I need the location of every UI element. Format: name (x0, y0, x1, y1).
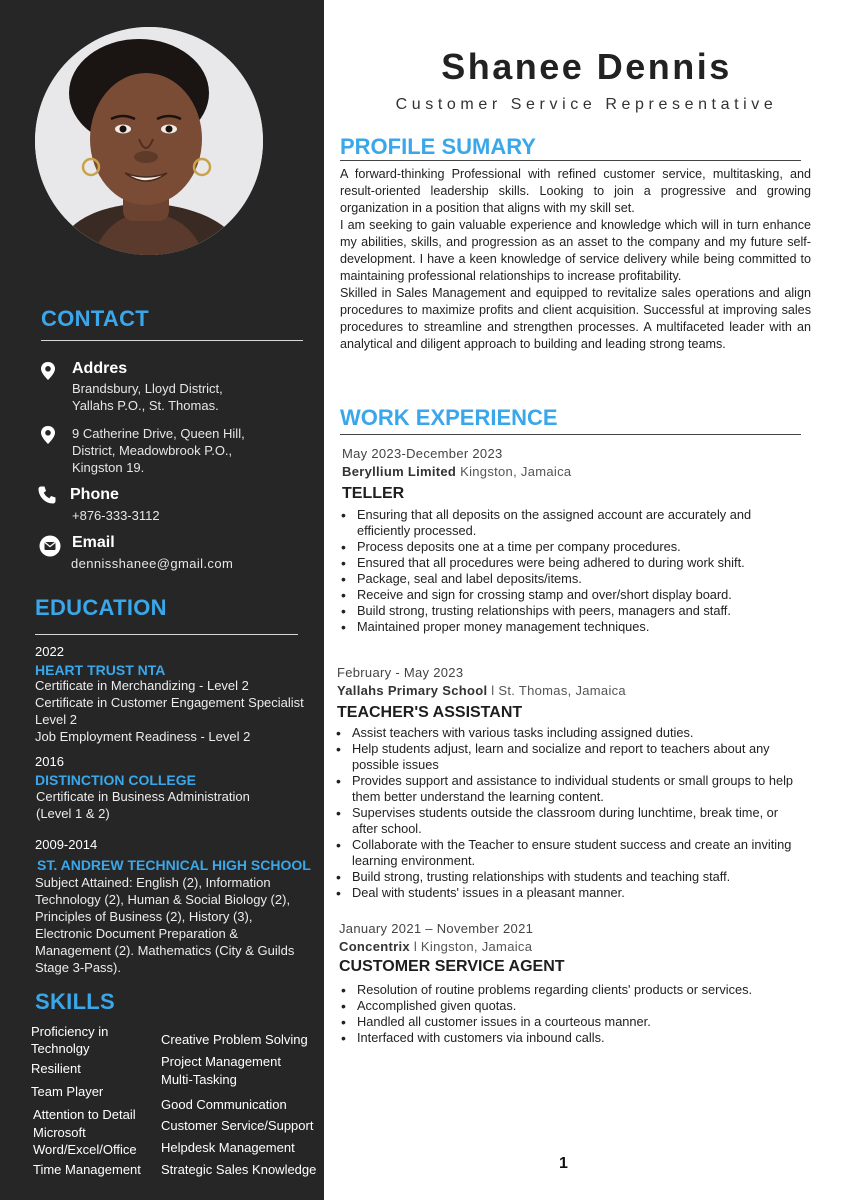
education-divider (35, 634, 298, 635)
duty-item: • Package, seal and label deposits/items. (339, 571, 789, 587)
education-year: 2016 (35, 754, 64, 769)
duty-item: • Interfaced with customers via inbound calls. (339, 1030, 799, 1046)
skill-item: Helpdesk Management (161, 1140, 295, 1155)
duty-item: • Assist teachers with various tasks including assigned duties. (334, 725, 794, 741)
location-pin-icon (38, 361, 58, 381)
education-detail: Technology (2), Human & Social Biology (2), (35, 892, 291, 907)
skill-item: Creative Problem Solving (161, 1032, 308, 1047)
education-detail: Principles of Business (2), History (3), (35, 909, 253, 924)
company-name: Beryllium Limited (342, 464, 457, 479)
education-heading: EDUCATION (35, 595, 167, 620)
email-address: dennisshanee@gmail.com (71, 556, 234, 571)
duty-item: • Build strong, trusting relationships with peers, managers and staff. (339, 603, 789, 619)
duty-item: • Handled all customer issues in a courteous manner. (339, 1014, 799, 1030)
phone-label: Phone (70, 486, 119, 503)
profile-divider (340, 160, 801, 161)
skill-item: Good Communication (161, 1097, 287, 1112)
phone-number: +876-333-3112 (72, 508, 160, 523)
summary-paragraph: I am seeking to gain valuable experience and knowledge which will in turn enhance my abilities, skills, and progression as an asset to the company and my future self-development. I have a keen knowledge of service delivery while being committed to maintaining professional relationships to increase profitability. (340, 218, 811, 283)
education-detail: (Level 1 & 2) (36, 806, 110, 821)
duty-item: • Accomplished given quotas. (339, 998, 799, 1014)
address-1-line-2: Yallahs P.O., St. Thomas. (72, 398, 219, 413)
job-company (337, 683, 626, 698)
job-role: TEACHER'S ASSISTANT (337, 704, 523, 721)
education-school: ST. ANDREW TECHNICAL HIGH SCHOOL (37, 857, 311, 873)
skill-item: Word/Excel/Office (33, 1142, 137, 1157)
page-number: 1 (559, 1155, 568, 1172)
profile-heading: PROFILE SUMARY (340, 134, 536, 159)
address-2-line-2: District, Meadowbrook P.O., (72, 443, 233, 458)
company-location: Kingston, Jamaica (456, 464, 572, 479)
job-role: CUSTOMER SERVICE AGENT (339, 958, 565, 975)
duty-item: • Ensuring that all deposits on the assigned account are accurately and efficiently processed. (339, 507, 789, 539)
job-company (339, 939, 532, 954)
duty-item: • Process deposits one at a time per company procedures. (339, 539, 789, 555)
skill-item: Proficiency in (31, 1024, 109, 1039)
skill-item: Strategic Sales Knowledge (161, 1162, 317, 1177)
skill-item: Attention to Detail (33, 1107, 136, 1122)
education-year: 2009-2014 (35, 837, 98, 852)
company-location: l Kingston, Jamaica (409, 939, 533, 954)
address-2-line-3: Kingston 19. (72, 460, 145, 475)
education-detail: Management (2). Mathematics (City & Guilds (35, 943, 295, 958)
skill-item: Microsoft (33, 1125, 86, 1140)
duty-item: • Provides support and assistance to individual students or small groups to help them better understand the learning content. (334, 773, 794, 805)
skill-item: Resilient (31, 1061, 81, 1076)
email-icon (39, 535, 61, 557)
email-label: Email (72, 534, 115, 551)
job-dates: February - May 2023 (337, 665, 464, 680)
skill-item: Time Management (33, 1162, 141, 1177)
profile-photo (35, 27, 263, 255)
education-school: DISTINCTION COLLEGE (35, 772, 196, 788)
duty-item: • Supervises students outside the classroom during lunchtime, break time, or after school. (334, 805, 794, 837)
education-detail: Certificate in Merchandizing - Level 2 (35, 678, 249, 693)
duty-item: • Receive and sign for crossing stamp and over/short display board. (339, 587, 789, 603)
company-location: l St. Thomas, Jamaica (487, 683, 626, 698)
duty-item: • Build strong, trusting relationships with students and teaching staff. (334, 869, 794, 885)
duty-item: • Resolution of routine problems regarding clients' products or services. (339, 982, 799, 998)
duty-item: • Collaborate with the Teacher to ensure student success and create an inviting learning environment. (334, 837, 794, 869)
education-detail: Certificate in Customer Engagement Specialist (35, 695, 304, 710)
contact-divider (41, 340, 303, 341)
job-company (342, 464, 571, 479)
skill-item: Project Management (161, 1054, 281, 1069)
skill-item: Customer Service/Support (161, 1118, 314, 1133)
company-name: Yallahs Primary School (337, 683, 488, 698)
phone-icon (37, 485, 57, 505)
duty-item: • Deal with students' issues in a pleasant manner. (334, 885, 794, 901)
sidebar (0, 0, 324, 1200)
duty-item: • Ensured that all procedures were being adhered to during work shift. (339, 555, 789, 571)
address-label: Addres (72, 360, 128, 377)
skill-item: Multi-Tasking (161, 1072, 237, 1087)
education-detail: Certificate in Business Administration (36, 789, 250, 804)
job-dates: May 2023-December 2023 (342, 446, 503, 461)
education-detail: Electronic Document Preparation & (35, 926, 239, 941)
address-1-line-1: Brandsbury, Lloyd District, (72, 381, 223, 396)
address-2-line-1: 9 Catherine Drive, Queen Hill, (72, 426, 245, 441)
company-name: Concentrix (339, 939, 410, 954)
experience-divider (340, 434, 801, 435)
contact-heading: CONTACT (41, 306, 150, 331)
education-school: HEART TRUST NTA (35, 662, 166, 678)
job-duties (334, 725, 794, 901)
summary-paragraph: A forward-thinking Professional with refined customer service, multitasking, and result-oriented leadership skills. Looking to join a progressive and growing organization in a position that aligns with my skill set. (340, 167, 811, 215)
education-detail: Job Employment Readiness - Level 2 (35, 729, 251, 744)
education-detail: Stage 3-Pass). (35, 960, 121, 975)
profile-summary (340, 166, 811, 353)
skill-item: Technolgy (31, 1041, 90, 1056)
job-duties (339, 507, 789, 635)
location-pin-icon (38, 425, 58, 445)
education-detail: Subject Attained: English (2), Information (35, 875, 271, 890)
education-year: 2022 (35, 644, 64, 659)
portrait-illustration (35, 27, 263, 255)
duty-item: • Maintained proper money management techniques. (339, 619, 789, 635)
duty-item: • Help students adjust, learn and socialize and report to teachers about any possible issues (334, 741, 794, 773)
skills-heading: SKILLS (35, 989, 116, 1014)
job-role: TELLER (342, 485, 405, 502)
job-dates: January 2021 – November 2021 (339, 921, 534, 936)
candidate-name: Shanee Dennis (441, 46, 732, 87)
skill-item: Team Player (31, 1084, 104, 1099)
education-detail: Level 2 (35, 712, 77, 727)
experience-heading: WORK EXPERIENCE (340, 405, 558, 430)
candidate-title: Customer Service Representative (395, 96, 778, 113)
job-duties (339, 982, 799, 1046)
summary-paragraph: Skilled in Sales Management and equipped to revitalize sales operations and align procedures to maximize profits and client acquisition. Successful at improving sales procedures to streamline and strengthen processes. A multifaceted leader with an analytical and diligent approach to building and leading strong teams. (340, 286, 811, 351)
